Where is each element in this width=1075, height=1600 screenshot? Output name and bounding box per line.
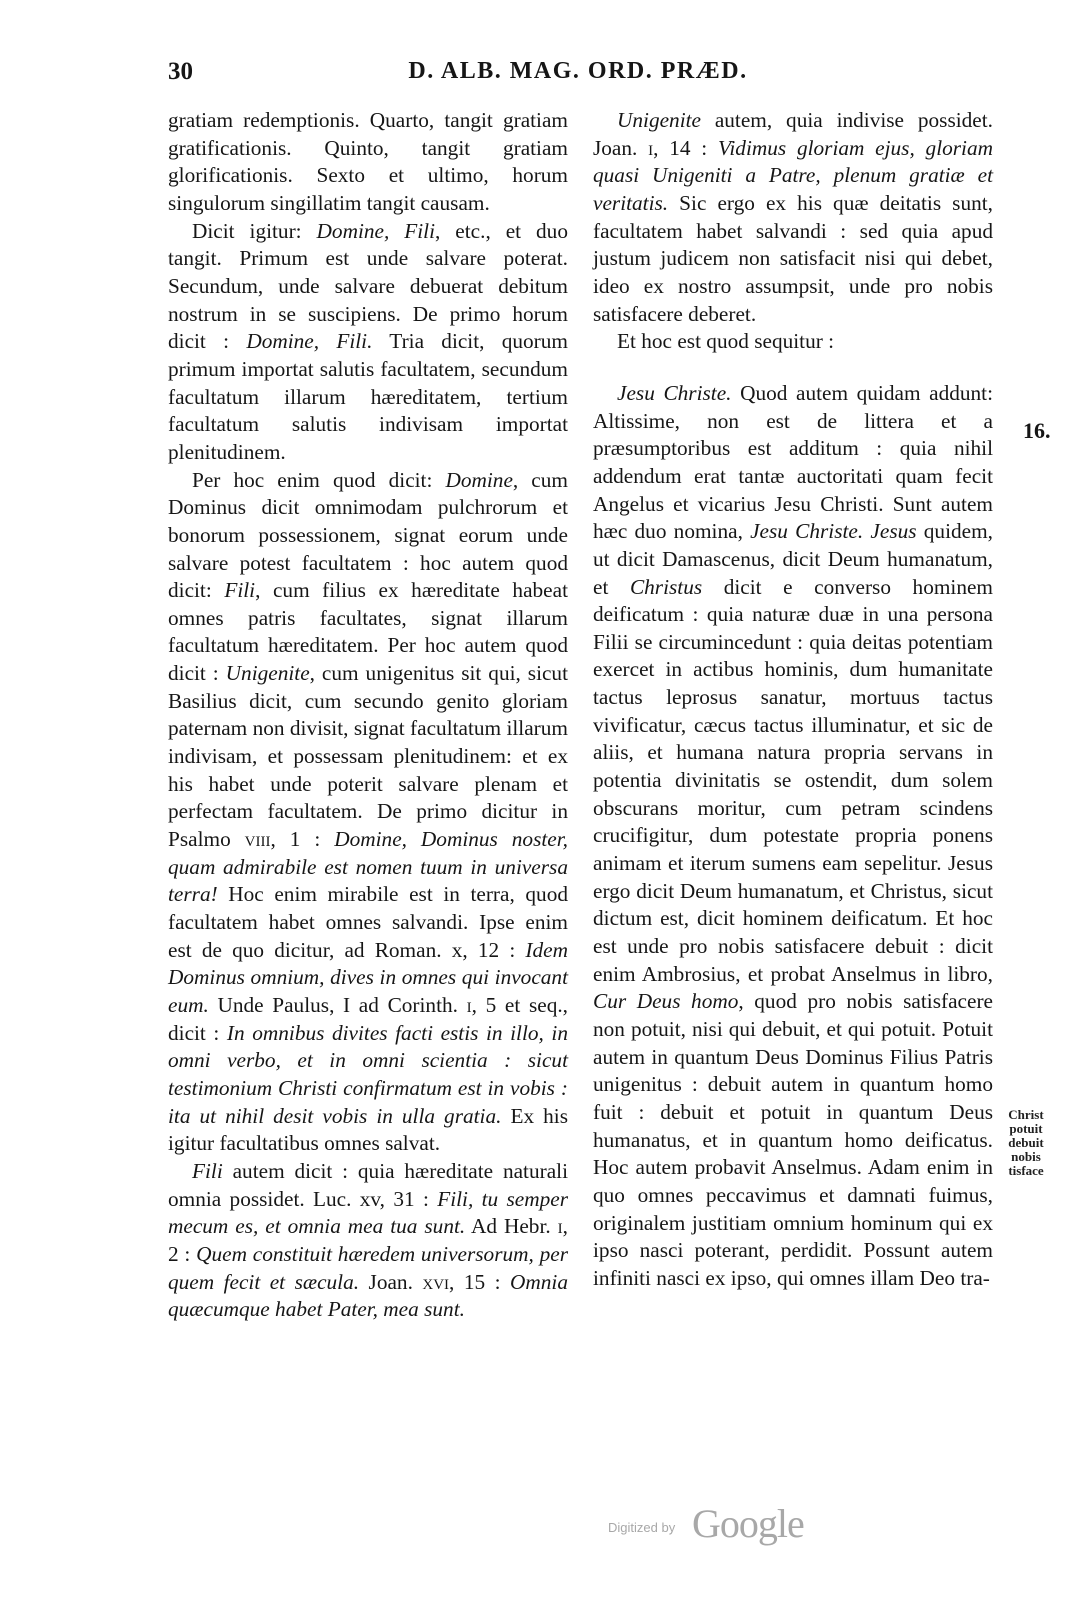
right-text-column [593,107,993,1293]
side-note-line: potuit [1009,1121,1043,1136]
paragraph-gap [593,356,993,380]
side-note-line: tisface [1008,1163,1044,1178]
page-number: 30 [168,58,193,85]
page-header [168,58,988,98]
side-note-line: nobis [1011,1149,1041,1164]
paragraph: gratiam redemptionis. Quarto, tangit gratiam gratificationis. Quinto, tangit gratiam glorificationis. Sexto et ultimo, horum singulorum singillatim tangit causam. [168,108,568,215]
margin-side-note [996,1108,1056,1178]
digitized-by-text: Digitized by [608,1520,676,1535]
paragraph: Per hoc enim quod dicit: Domine, cum Dominus dicit omnimodam pulchrorum et bonorum possessionem, signat eorum unde salvare potest facultatem : hoc autem quod dicit: Fili, cum filius ex hæreditate habeat omnes patris facultates, signat illarum facultatum hæreditatem. Per hoc autem quod dicit : Unigenite, cum unigenitus sit qui, sicut Basilius dicit, cum secundo genito gloriam paternam non divisit, signat facultatum illarum indivisam, et possessam plenitudinem: et ex his habet unde poterit salvare plenam et perfectam facultatem. De primo dicitur in Psalmo viii, 1 : Domine, Dominus noster, quam admirabile est nomen tuum in universa terra! Hoc enim mirabile est in terra, quod facultatem habet omnes salvandi. Ipse enim est de quo dicitur, ad Roman. x, 12 : Idem Dominus omnium, dives in omnes qui invocant eum. Unde Paulus, I ad Corinth. i, 5 et seq., dicit : In omnibus divites facti estis in illo, in omni verbo, et in omni scientia : sicut testimonium Christi confirmatum est in vobis : ita ut nihil desit vobis in ulla gratia. Ex his igitur facultatibus omnes salvat. [168,467,568,1156]
paragraph: Fili autem dicit : quia hæreditate naturali omnia possidet. Luc. xv, 31 : Fili, tu semper mecum es, et omnia mea tua sunt. Ad Hebr. i, 2 : Quem constituit hæredem universorum, per quem fecit et sæcula. Joan. xvi, 15 : Omnia quæcumque habet Pater, mea sunt. [168,1158,569,1322]
paragraph: Et hoc est quod sequitur : [617,329,835,354]
margin-paragraph-number: 16. [1023,418,1051,443]
side-note-line: debuit [1008,1135,1044,1150]
google-logo-text: Google [692,1501,804,1546]
running-title: D. ALB. MAG. ORD. PRÆD. [408,58,748,84]
paragraph: Dicit igitur: Domine, Fili, etc., et duo tangit. Primum est unde salvare poterat. Secundum, unde salvare debuerat debitum nostrum in se suscipiens. De primo horum dicit : Domine, Fili. Tria dicit, quorum primum importat salutis facultatem, secundum facultatum illarum hæreditatem, tertium facultatum salutis indivisam importat plenitudinem. [168,218,568,464]
left-text-column [168,107,568,1324]
paragraph: Jesu Christe. Quod autem quidam addunt: Altissime, non est de littera et a præsumptoribus est additum : quia nihil addendum erat tantæ auctoritati quam fecit Angelus et vicarius Jesu Christi. Sunt autem hæc duo nomina, Jesu Christe. Jesus quidem, ut dicit Damascenus, dicit Deum humanatum, et Christus dicit e converso hominem deificatum : quia naturæ duæ in una persona Filii se circumincedunt : quia deitas potentiam exercet in actibus hominis, dum humanitate tactus leprosus sanatur, mortuus tactus vivificatur, cæcus tactus illuminatur, et sic de aliis, et humana natura propria servans in potentia divinitatis se ostendit, dum solem obscurans moritur, cum petram scindens crucifigitur, dum potestate propria ponens animam et iterum sumens eam sepelitur. Jesus ergo dicit Deum humanatum, et Christus, sicut dictum est, dicit hominem deificatum. Et hoc est unde pro nobis satisfacere debuit : dicit enim Ambrosius, et probat Anselmus in libro, Cur Deus homo, quod pro nobis satisfacere non potuit, nisi qui debuit, et qui potuit. Potuit autem in quantum Deus Dominus Filius Patris unigenitus : debuit autem in quantum homo fuit : debuit et potuit in quantum Deus humanatus, et in quantum homo deificatus. Hoc autem probavit Anselmus. Adam enim in quo omnes peccavimus et damnati fuimus, originalem justitiam omnium hominum qui ex ipso nasci poterant, perdidit. Possunt autem infiniti nasci ex ipso, qui omnes illam Deo tra- [593,380,993,1290]
paragraph: Unigenite autem, quia indivise possidet. Joan. i, 14 : Vidimus gloriam ejus, gloriam quasi Unigeniti a Patre, plenum gratiæ et veritatis. Sic ergo ex his quæ deitatis sunt, facultatem habet salvandi : sed quia apud justum judicem non satisfacit nisi qui debet, ideo ex nostro assumpsit, unde pro nobis satisfacere deberet. [593,108,993,326]
digitized-watermark [600,1500,860,1550]
side-note-line: Christ [1008,1107,1044,1122]
